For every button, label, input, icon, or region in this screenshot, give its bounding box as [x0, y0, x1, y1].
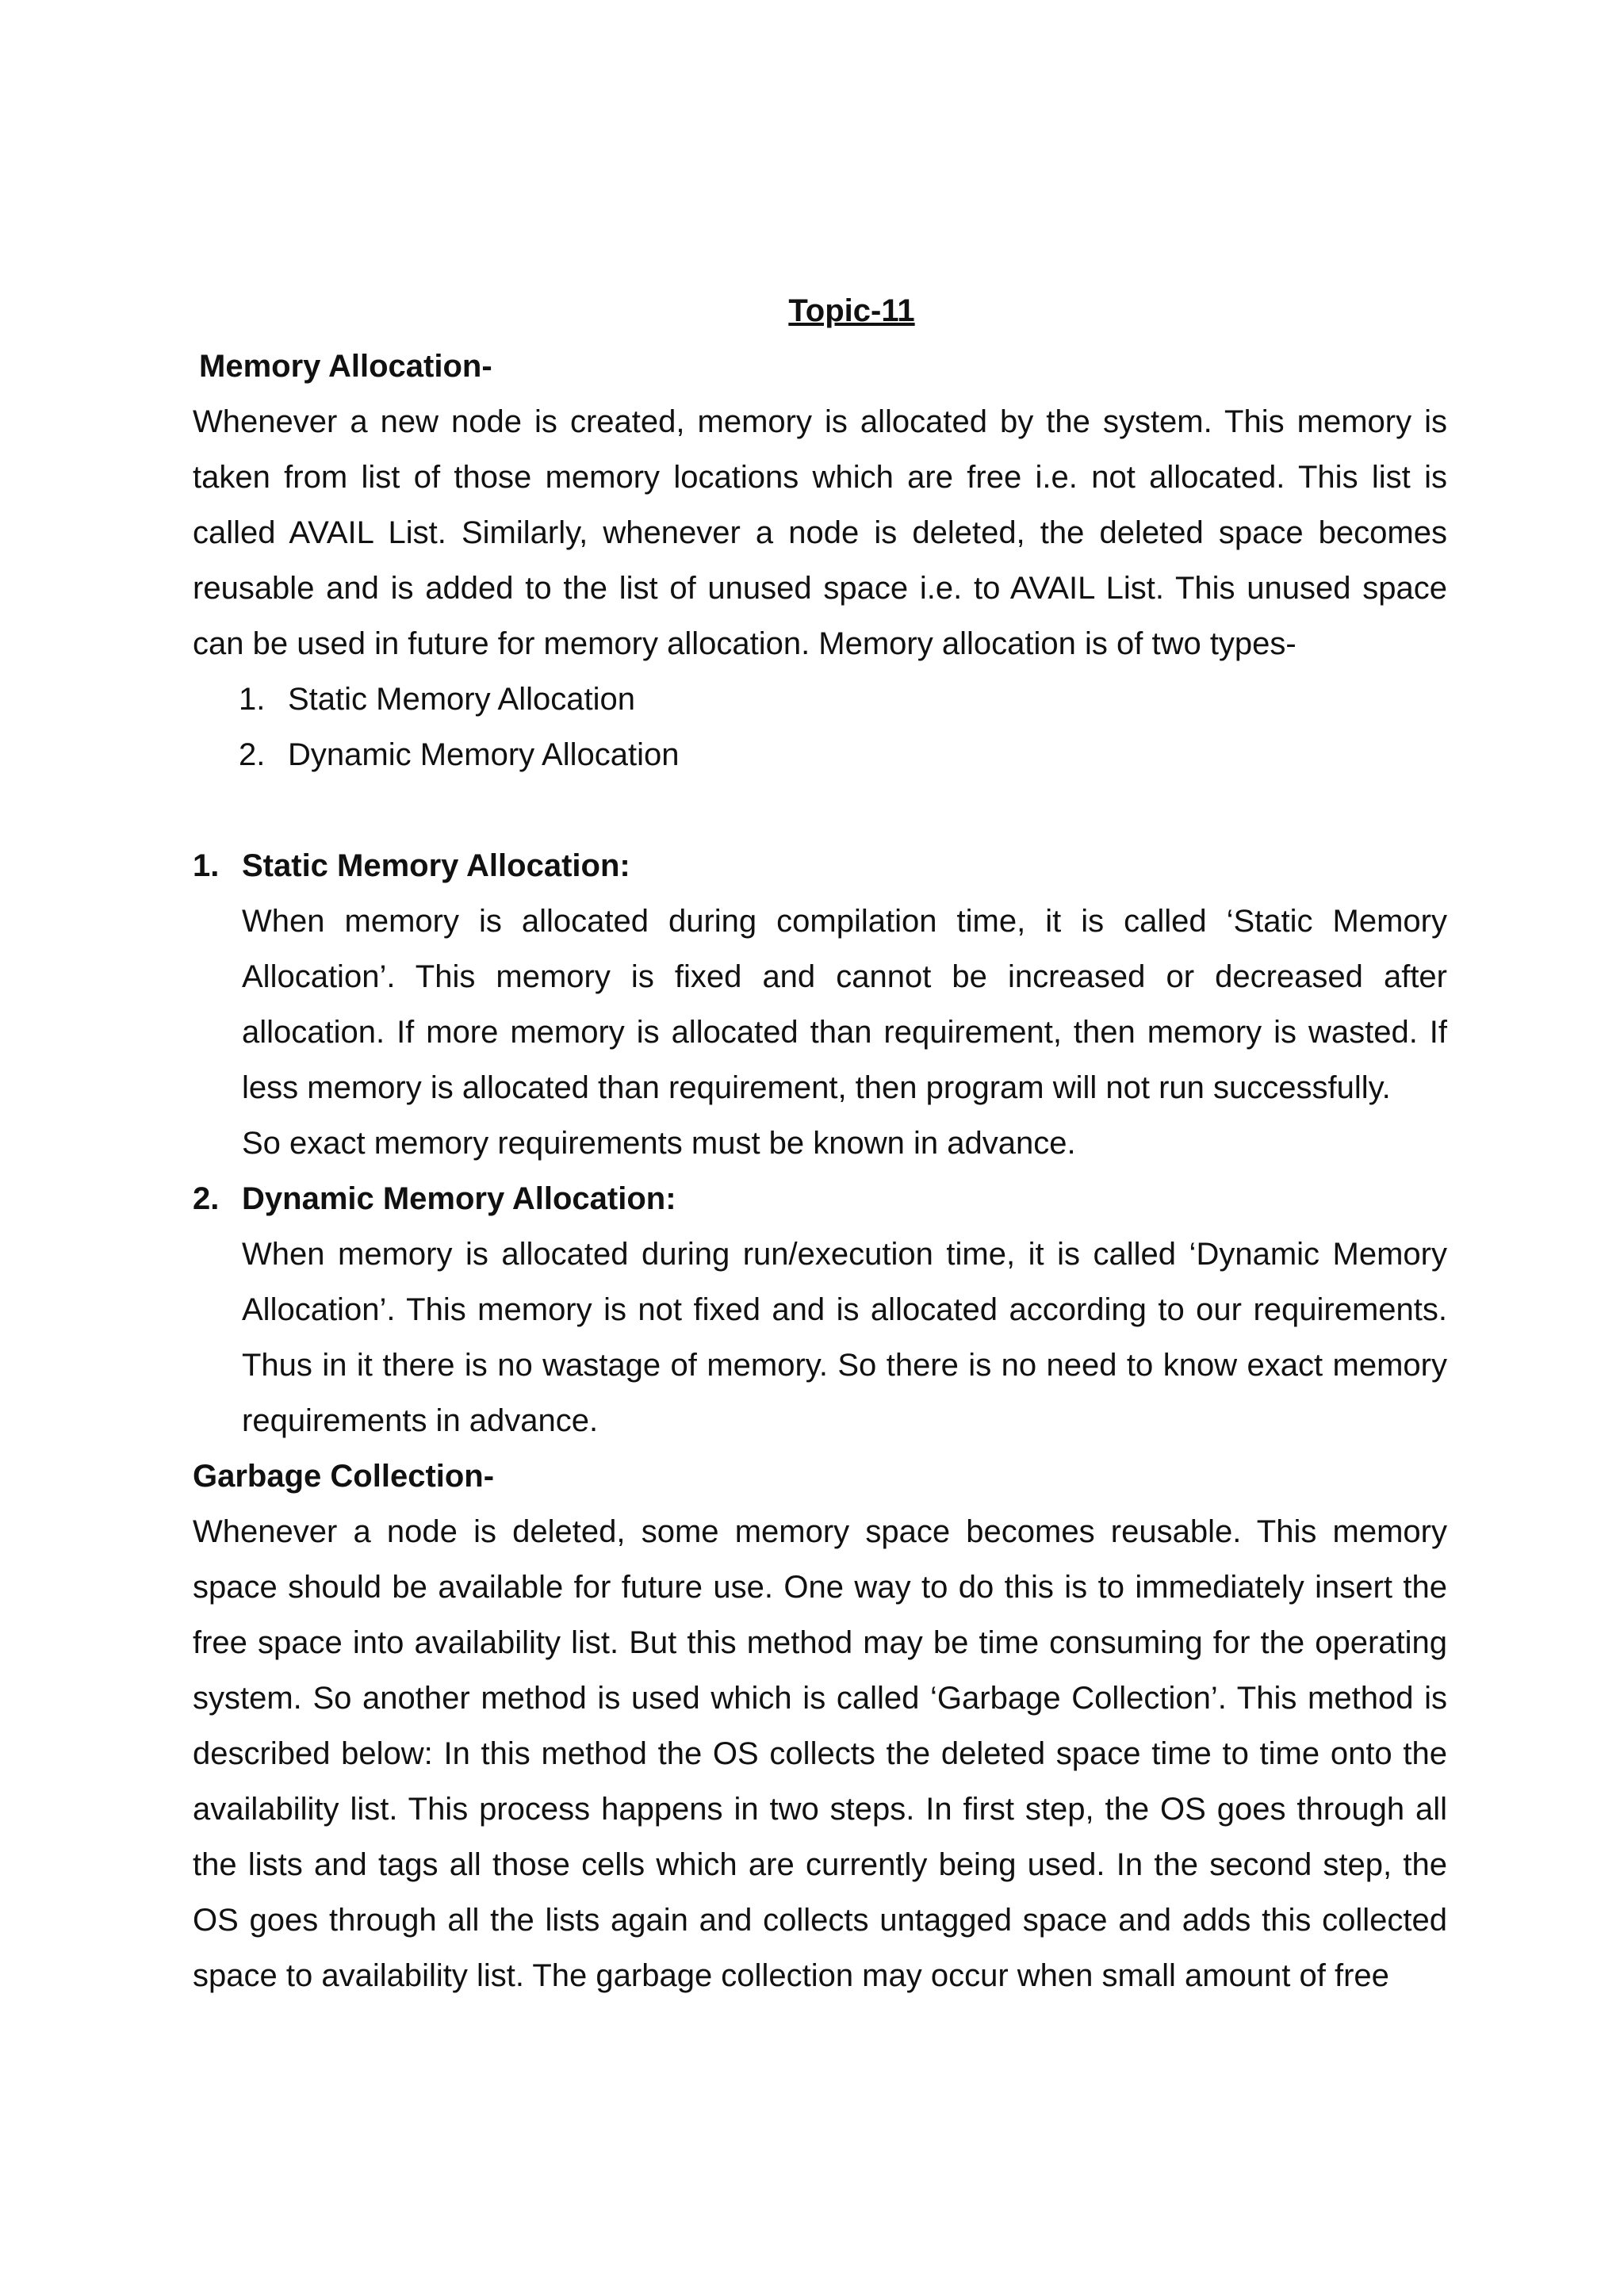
section-number: 1.: [193, 848, 220, 883]
memory-allocation-types-list: [193, 672, 1447, 783]
document-content: [193, 283, 1447, 2003]
list-item: [239, 672, 1447, 727]
list-item-label: Static Memory Allocation: [288, 682, 635, 717]
memory-allocation-heading: Memory Allocation-: [199, 349, 492, 384]
list-item-number: 2.: [239, 737, 266, 772]
section-title: Dynamic Memory Allocation:: [242, 1181, 676, 1216]
list-item-label: Dynamic Memory Allocation: [288, 737, 680, 772]
topic-title: Topic-11: [788, 293, 915, 328]
section-title: Static Memory Allocation:: [242, 848, 630, 883]
static-memory-body: When memory is allocated during compilation time, it is called ‘Static Memory Allocation’. This memory is fixed and cannot be increased or decreased after allocation. If more memory is allocated than requirement, then memory is wasted. If less memory is allocated than requirement, then program will not run successfully.: [242, 904, 1447, 1105]
dynamic-memory-heading: [193, 1171, 1447, 1226]
section-spacer: [193, 783, 1447, 838]
garbage-collection-heading: Garbage Collection-: [193, 1459, 495, 1494]
static-memory-tail: So exact memory requirements must be known in advance.: [242, 1126, 1076, 1161]
list-item-number: 1.: [239, 682, 266, 717]
static-memory-heading: [193, 838, 1447, 894]
list-item: [239, 727, 1447, 783]
dynamic-memory-body: When memory is allocated during run/execution time, it is called ‘Dynamic Memory Allocation’. This memory is not fixed and is allocated according to our requirements. Thus in it there is no wastage of memory. So there is no need to know exact memory requirements in advance.: [242, 1237, 1447, 1438]
static-memory-section: [193, 838, 1447, 1171]
memory-allocation-paragraph: Whenever a new node is created, memory is allocated by the system. This memory is taken from list of those memory locations which are free i.e. not allocated. This list is called AVAIL List. Similarly, whenever a node is deleted, the deleted space becomes reusable and is added to the list of unused space i.e. to AVAIL List. This unused space can be used in future for memory allocation. Memory allocation is of two types-: [193, 404, 1447, 661]
dynamic-memory-section: [193, 1171, 1447, 1448]
section-number: 2.: [193, 1181, 220, 1216]
garbage-collection-paragraph: Whenever a node is deleted, some memory space becomes reusable. This memory space should be available for future use. One way to do this is to immediately insert the free space into availability list. But this method may be time consuming for the operating system. So another method is used which is called ‘Garbage Collection’. This method is described below: In this method the OS collects the deleted space time to time onto the availability list. This process happens in two steps. In first step, the OS goes through all the lists and tags all those cells which are currently being used. In the second step, the OS goes through all the lists again and collects untagged space and adds this collected space to availability list. The garbage collection may occur when small amount of free: [193, 1514, 1447, 1993]
